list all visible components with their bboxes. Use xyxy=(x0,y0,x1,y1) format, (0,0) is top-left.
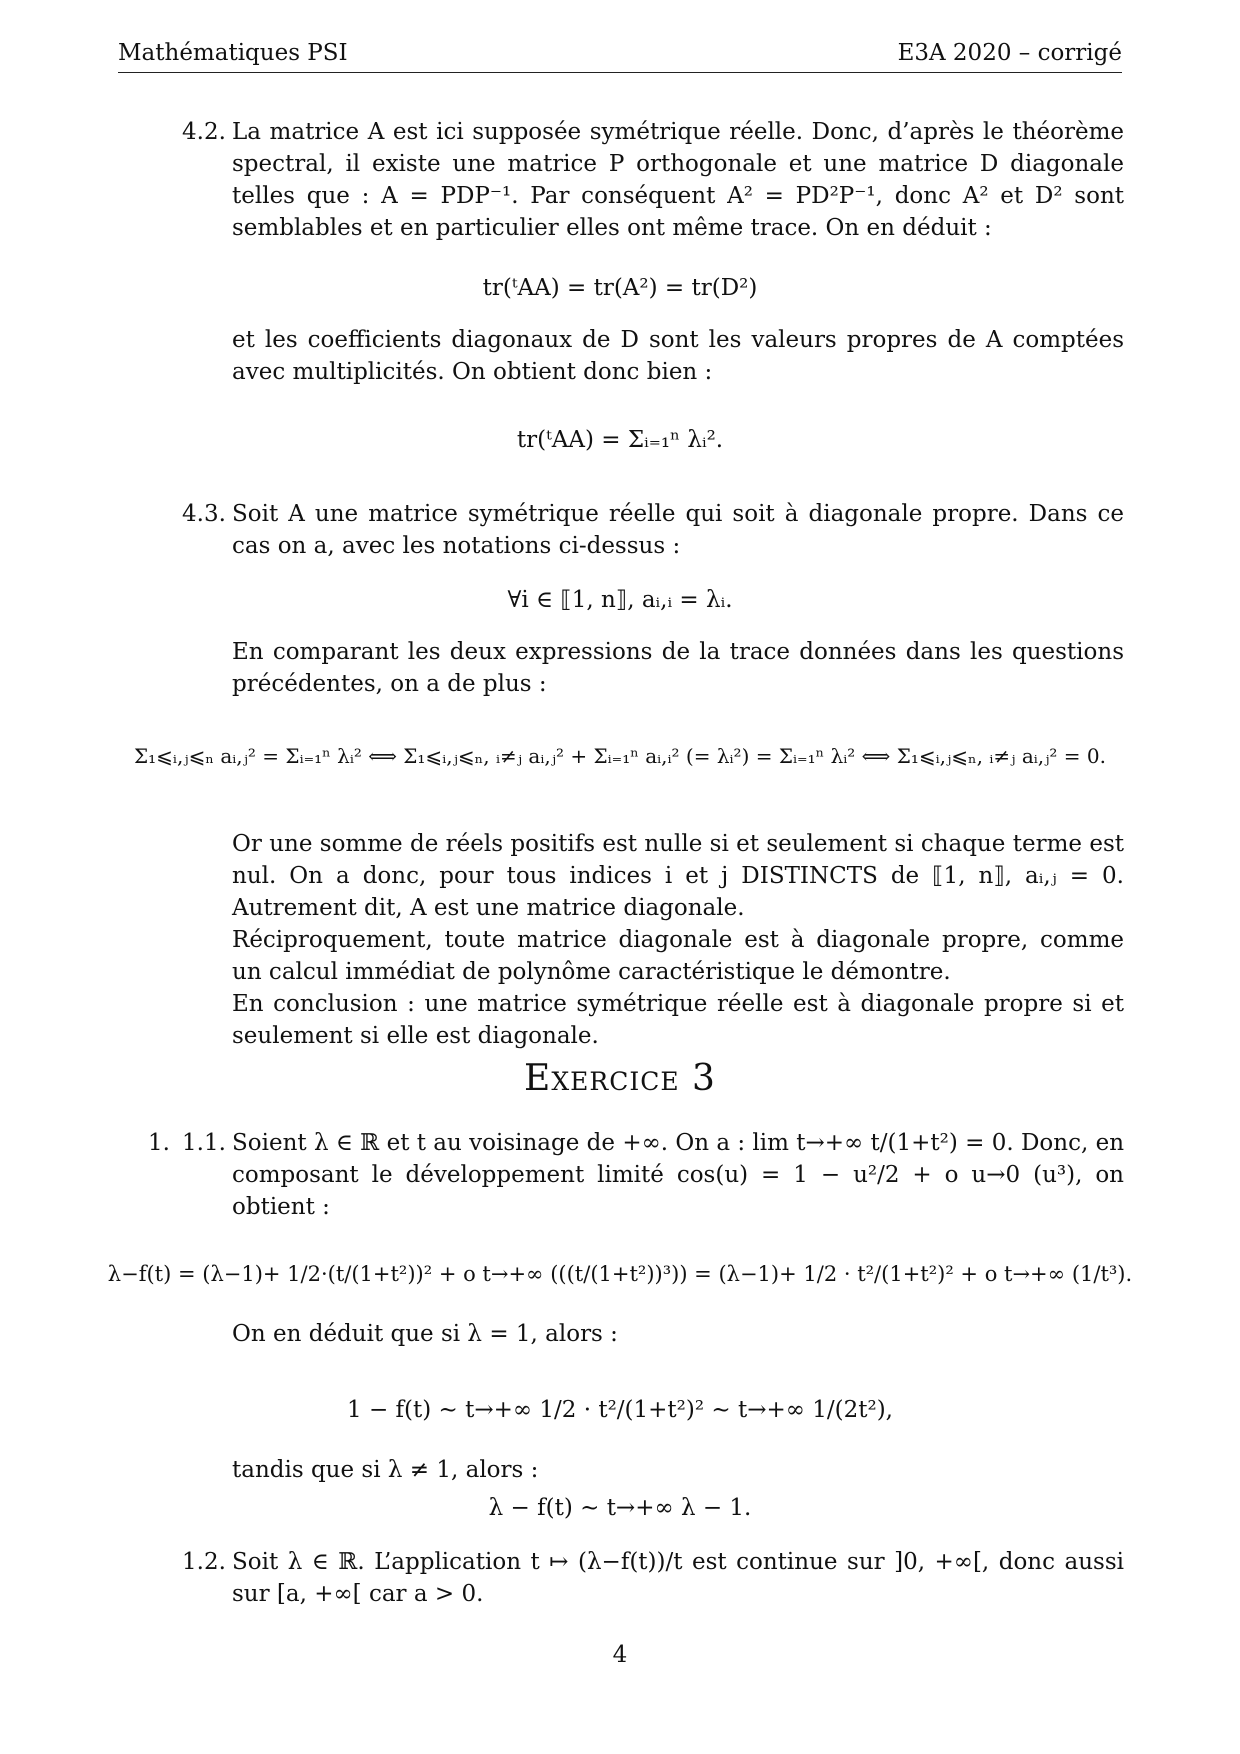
equation: tr(ᵗAA) = tr(A²) = tr(D²) xyxy=(482,275,758,301)
paragraph: On en déduit que si λ = 1, alors : xyxy=(232,1321,618,1347)
paragraph: Or une somme de réels positifs est nulle si et seulement si chaque terme est nul. On a donc, pour tous indices i et j DISTINCTS de ⟦1, n⟧, aᵢ,ⱼ = 0. Autrement dit, A est une matrice diagonale. xyxy=(232,831,1124,921)
page-number: 4 xyxy=(612,1642,628,1668)
paragraph: Soit λ ∈ ℝ. L’application t ↦ (λ−f(t))/t est continue sur ]0, +∞[, donc aussi sur [a, +∞[ car a > 0. xyxy=(232,1549,1124,1607)
equation: λ−f(t) = (λ−1)+ 1/2·(t/(1+t²))² + o t→+∞ (((t/(1+t²))³)) = (λ−1)+ 1/2 · t²/(1+t²)² + o t→+∞ (1/t³). xyxy=(107,1262,1133,1286)
paragraph: La matrice A est ici supposée symétrique réelle. Donc, d’après le théorème spectral, il existe une matrice P orthogonale et une matrice D diagonale telles que : A = PDP⁻¹. Par conséquent A² = PD²P⁻¹, donc A² et D² sont semblables et en particulier elles ont même trace. On en déduit : xyxy=(232,119,1124,241)
header-left: Mathématiques PSI xyxy=(118,40,348,66)
equation: 1 − f(t) ∼ t→+∞ 1/2 · t²/(1+t²)² ∼ t→+∞ 1/(2t²), xyxy=(347,1397,893,1423)
paragraph: et les coefficients diagonaux de D sont les valeurs propres de A comptées avec multiplicités. On obtient donc bien : xyxy=(232,327,1124,385)
page-header xyxy=(118,40,1122,73)
equation: Σ₁⩽ᵢ,ⱼ⩽ₙ aᵢ,ⱼ² = Σᵢ₌₁ⁿ λᵢ² ⟺ Σ₁⩽ᵢ,ⱼ⩽ₙ, ᵢ≠ⱼ aᵢ,ⱼ² + Σᵢ₌₁ⁿ aᵢ,ᵢ² (= λᵢ²) = Σᵢ₌₁ⁿ λᵢ² ⟺ Σ₁⩽ᵢ,ⱼ⩽ₙ, ᵢ≠ⱼ aᵢ,ⱼ² = 0. xyxy=(134,744,1106,768)
exercise-title: Exercice 3 xyxy=(524,1058,716,1099)
equation: λ − f(t) ∼ t→+∞ λ − 1. xyxy=(488,1495,752,1521)
paragraph: Soit A une matrice symétrique réelle qui soit à diagonale propre. Dans ce cas on a, avec les notations ci-dessus : xyxy=(232,501,1124,559)
equation: ∀i ∈ ⟦1, n⟧, aᵢ,ᵢ = λᵢ. xyxy=(507,587,733,613)
question-number: 1. xyxy=(148,1130,170,1156)
paragraph: tandis que si λ ≠ 1, alors : xyxy=(232,1457,539,1483)
question-number: 4.2. xyxy=(182,119,226,145)
question-number: 4.3. xyxy=(182,501,226,527)
paragraph: En conclusion : une matrice symétrique réelle est à diagonale propre si et seulement si elle est diagonale. xyxy=(232,991,1124,1049)
paragraph: En comparant les deux expressions de la trace données dans les questions précédentes, on a de plus : xyxy=(232,639,1124,697)
header-right: E3A 2020 – corrigé xyxy=(897,40,1122,66)
paragraph: Soient λ ∈ ℝ et t au voisinage de +∞. On a : lim t→+∞ t/(1+t²) = 0. Donc, en composant le développement limité cos(u) = 1 − u²/2 + o u→0 (u³), on obtient : xyxy=(232,1130,1125,1220)
question-number: 1.1. xyxy=(182,1130,226,1156)
equation: tr(ᵗAA) = Σᵢ₌₁ⁿ λᵢ². xyxy=(516,427,724,453)
paragraph: Réciproquement, toute matrice diagonale est à diagonale propre, comme un calcul immédiat de polynôme caractéristique le démontre. xyxy=(232,927,1124,985)
question-number: 1.2. xyxy=(182,1549,226,1575)
